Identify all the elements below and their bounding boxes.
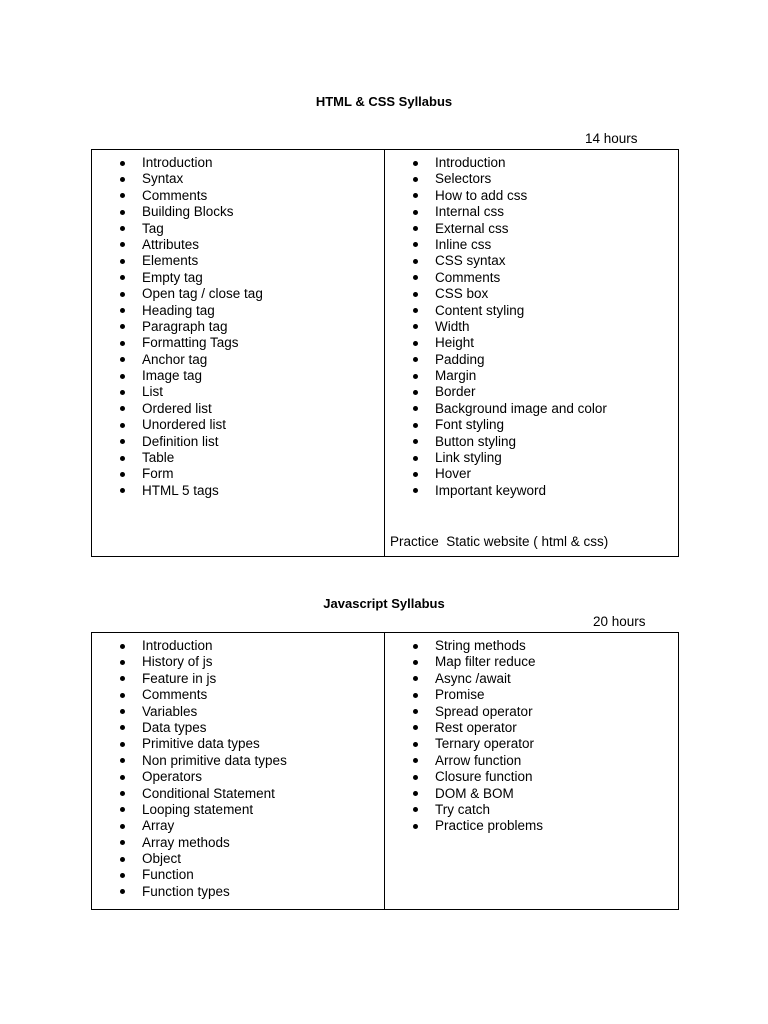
list-item: History of js xyxy=(92,654,384,670)
list-item: Heading tag xyxy=(92,303,384,319)
list-item: Feature in js xyxy=(92,671,384,687)
list-item: Comments xyxy=(92,687,384,703)
list-item: Rest operator xyxy=(385,720,678,736)
list-item: Selectors xyxy=(385,171,678,187)
js-basics-list xyxy=(92,638,384,900)
javascript-hours: 20 hours xyxy=(593,614,646,629)
list-item: HTML 5 tags xyxy=(92,483,384,499)
list-item: Table xyxy=(92,450,384,466)
css-topics-list xyxy=(385,155,678,499)
list-item: Object xyxy=(92,851,384,867)
list-item: Async /await xyxy=(385,671,678,687)
html-topics-column xyxy=(92,150,385,556)
list-item: Ternary operator xyxy=(385,736,678,752)
list-item: Width xyxy=(385,319,678,335)
list-item: CSS syntax xyxy=(385,253,678,269)
list-item: Comments xyxy=(385,270,678,286)
list-item: String methods xyxy=(385,638,678,654)
list-item: Ordered list xyxy=(92,401,384,417)
list-item: Form xyxy=(92,466,384,482)
list-item: Building Blocks xyxy=(92,204,384,220)
list-item: Image tag xyxy=(92,368,384,384)
list-item: Spread operator xyxy=(385,704,678,720)
list-item: Padding xyxy=(385,352,678,368)
list-item: Practice problems xyxy=(385,818,678,834)
list-item: Paragraph tag xyxy=(92,319,384,335)
list-item: Array methods xyxy=(92,835,384,851)
list-item: CSS box xyxy=(385,286,678,302)
list-item: Empty tag xyxy=(92,270,384,286)
list-item: External css xyxy=(385,221,678,237)
list-item: Internal css xyxy=(385,204,678,220)
list-item: Button styling xyxy=(385,434,678,450)
practice-note: Practice Static website ( html & css) xyxy=(390,534,609,549)
list-item: Hover xyxy=(385,466,678,482)
list-item: Data types xyxy=(92,720,384,736)
list-item: Elements xyxy=(92,253,384,269)
list-item: Variables xyxy=(92,704,384,720)
list-item: Function types xyxy=(92,884,384,900)
list-item: Tag xyxy=(92,221,384,237)
list-item: Content styling xyxy=(385,303,678,319)
list-item: Formatting Tags xyxy=(92,335,384,351)
javascript-title: Javascript Syllabus xyxy=(323,596,445,611)
list-item: Height xyxy=(385,335,678,351)
list-item: Background image and color xyxy=(385,401,678,417)
list-item: Map filter reduce xyxy=(385,654,678,670)
list-item: Non primitive data types xyxy=(92,753,384,769)
list-item: Border xyxy=(385,384,678,400)
list-item: List xyxy=(92,384,384,400)
html-css-title: HTML & CSS Syllabus xyxy=(315,94,453,109)
list-item: Looping statement xyxy=(92,802,384,818)
html-css-hours: 14 hours xyxy=(585,131,638,146)
list-item: DOM & BOM xyxy=(385,786,678,802)
list-item: Margin xyxy=(385,368,678,384)
list-item: Primitive data types xyxy=(92,736,384,752)
js-basics-column xyxy=(92,633,385,909)
list-item: Array xyxy=(92,818,384,834)
list-item: Operators xyxy=(92,769,384,785)
list-item: Attributes xyxy=(92,237,384,253)
list-item: Syntax xyxy=(92,171,384,187)
list-item: How to add css xyxy=(385,188,678,204)
list-item: Unordered list xyxy=(92,417,384,433)
css-topics-column xyxy=(385,150,678,556)
list-item: Introduction xyxy=(92,155,384,171)
javascript-table xyxy=(91,632,679,910)
list-item: Definition list xyxy=(92,434,384,450)
html-css-table xyxy=(91,149,679,557)
html-topics-list xyxy=(92,155,384,499)
list-item: Anchor tag xyxy=(92,352,384,368)
list-item: Comments xyxy=(92,188,384,204)
list-item: Font styling xyxy=(385,417,678,433)
list-item: Try catch xyxy=(385,802,678,818)
list-item: Function xyxy=(92,867,384,883)
list-item: Important keyword xyxy=(385,483,678,499)
list-item: Introduction xyxy=(92,638,384,654)
list-item: Open tag / close tag xyxy=(92,286,384,302)
list-item: Inline css xyxy=(385,237,678,253)
js-advanced-column xyxy=(385,633,678,909)
js-advanced-list xyxy=(385,638,678,835)
list-item: Conditional Statement xyxy=(92,786,384,802)
list-item: Arrow function xyxy=(385,753,678,769)
list-item: Promise xyxy=(385,687,678,703)
list-item: Link styling xyxy=(385,450,678,466)
list-item: Closure function xyxy=(385,769,678,785)
list-item: Introduction xyxy=(385,155,678,171)
